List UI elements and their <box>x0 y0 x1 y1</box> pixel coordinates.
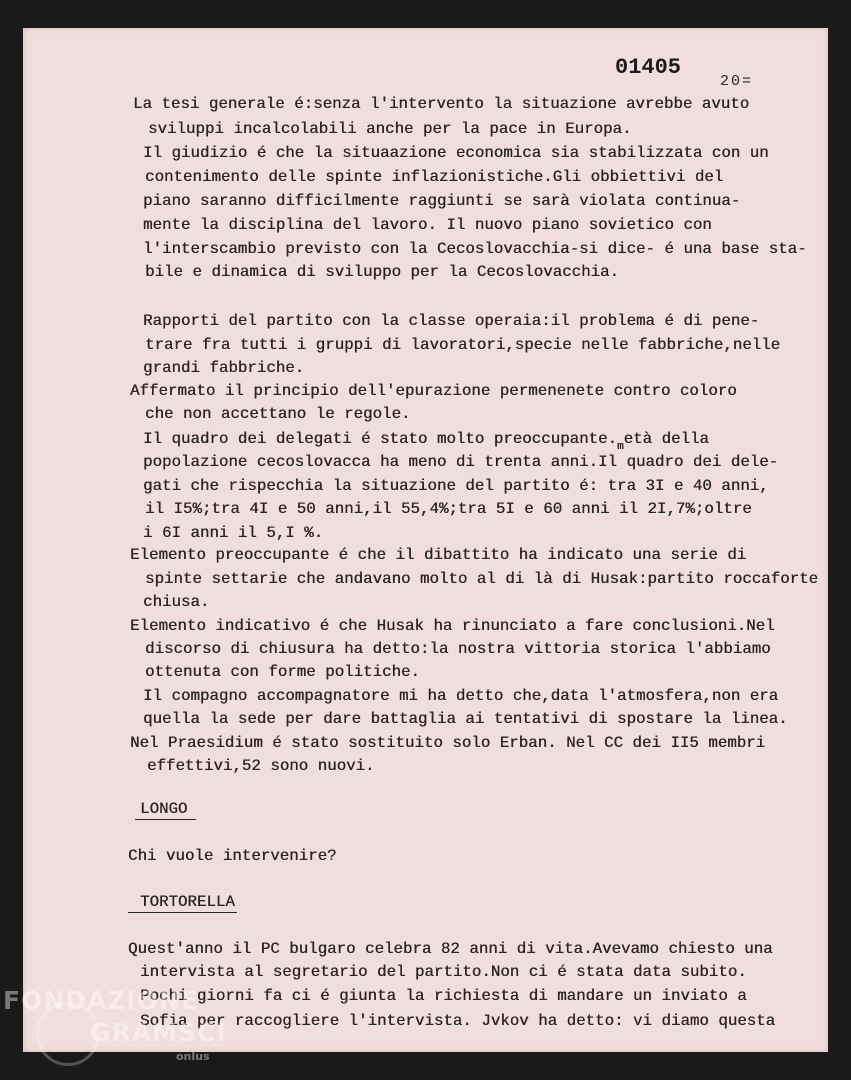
text-line: gati che rispecchia la situazione del partito é: tra 3I e 40 anni, <box>143 477 769 495</box>
text-line: discorso di chiusura ha detto:la nostra vittoria storica l'abbiamo <box>145 640 771 658</box>
text-line: Nel Praesidium é stato sostituito solo Erban. Nel CC dei II5 membri <box>130 734 766 752</box>
text-line: Chi vuole intervenire? <box>128 847 337 865</box>
text-line: Rapporti del partito con la classe operaia:il problema é di pene- <box>143 312 760 330</box>
text-line: grandi fabbriche. <box>143 359 305 377</box>
text-line: Affermato il principio dell'epurazione permenenete contro coloro <box>130 382 737 400</box>
text-line: contenimento delle spinte inflazionistiche.Gli obbiettivi del <box>145 168 724 186</box>
text-line: sviluppi incalcolabili anche per la pace in Europa. <box>148 120 632 138</box>
typed-correction: m <box>616 441 624 453</box>
text-line: l'interscambio previsto con la Cecoslovacchia-si dice- é una base sta- <box>143 240 807 258</box>
text-line: effettivi,52 sono nuovi. <box>147 757 375 775</box>
text-line: bile e dinamica di sviluppo per la Cecoslovacchia. <box>145 263 619 281</box>
speaker-heading-longo: LONGO <box>135 799 196 820</box>
text-line: Elemento indicativo é che Husak ha rinunciato a fare conclusioni.Nel <box>130 617 775 635</box>
text-line: La tesi generale é:senza l'intervento la situazione avrebbe avuto <box>133 95 750 113</box>
watermark-text: GRAMSCI <box>90 1018 227 1047</box>
text-line: chiusa. <box>143 593 210 611</box>
text-line: i 6I anni il 5,I %. <box>143 524 324 542</box>
text-line: Sofia per raccogliere l'intervista. Jvkov ha detto: vi diamo questa <box>140 1012 776 1030</box>
text-line: quella la sede per dare battaglia ai tentativi di spostare la linea. <box>143 710 788 728</box>
text-line: spinte settarie che andavano molto al di là di Husak:partito roccaforte <box>145 570 819 588</box>
text-line-part: età della <box>623 430 709 448</box>
text-line: piano saranno difficilmente raggiunti se sarà violata continua- <box>143 192 741 210</box>
text-line: mente la disciplina del lavoro. Il nuovo piano sovietico con <box>143 216 712 234</box>
text-line: popolazione cecoslovacca ha meno di trenta anni.Il quadro dei dele- <box>143 453 779 471</box>
page-marker: 20= <box>720 73 754 90</box>
text-line: Il compagno accompagnatore mi ha detto che,data l'atmosfera,non era <box>143 687 779 705</box>
watermark-text: onlus <box>176 1050 210 1063</box>
text-line-part: Il quadro dei delegati é stato molto preoccupante. <box>143 430 617 448</box>
speaker-heading-tortorella: TORTORELLA <box>128 892 237 913</box>
text-line: il I5%;tra 4I e 50 anni,il 55,4%;tra 5I e 60 anni il 2I,7%;oltre <box>145 500 752 518</box>
text-line: che non accettano le regole. <box>145 405 411 423</box>
text-line: ottenuta con forme politiche. <box>145 663 420 681</box>
document-number: 01405 <box>615 55 682 80</box>
text-line: Pochi giorni fa ci é giunta la richiesta di mandare un inviato a <box>140 987 747 1005</box>
text-line: Quest'anno il PC bulgaro celebra 82 anni di vita.Avevamo chiesto una <box>128 940 773 958</box>
text-line: Il giudizio é che la situaazione economica sia stabilizzata con un <box>143 144 769 162</box>
watermark-text: FONDAZIONE <box>3 986 200 1015</box>
text-line: trare fra tutti i gruppi di lavoratori,specie nelle fabbriche,nelle <box>145 336 781 354</box>
text-line: Elemento preoccupante é che il dibattito ha indicato una serie di <box>130 546 747 564</box>
text-line: intervista al segretario del partito.Non ci é stata data subito. <box>140 963 747 981</box>
